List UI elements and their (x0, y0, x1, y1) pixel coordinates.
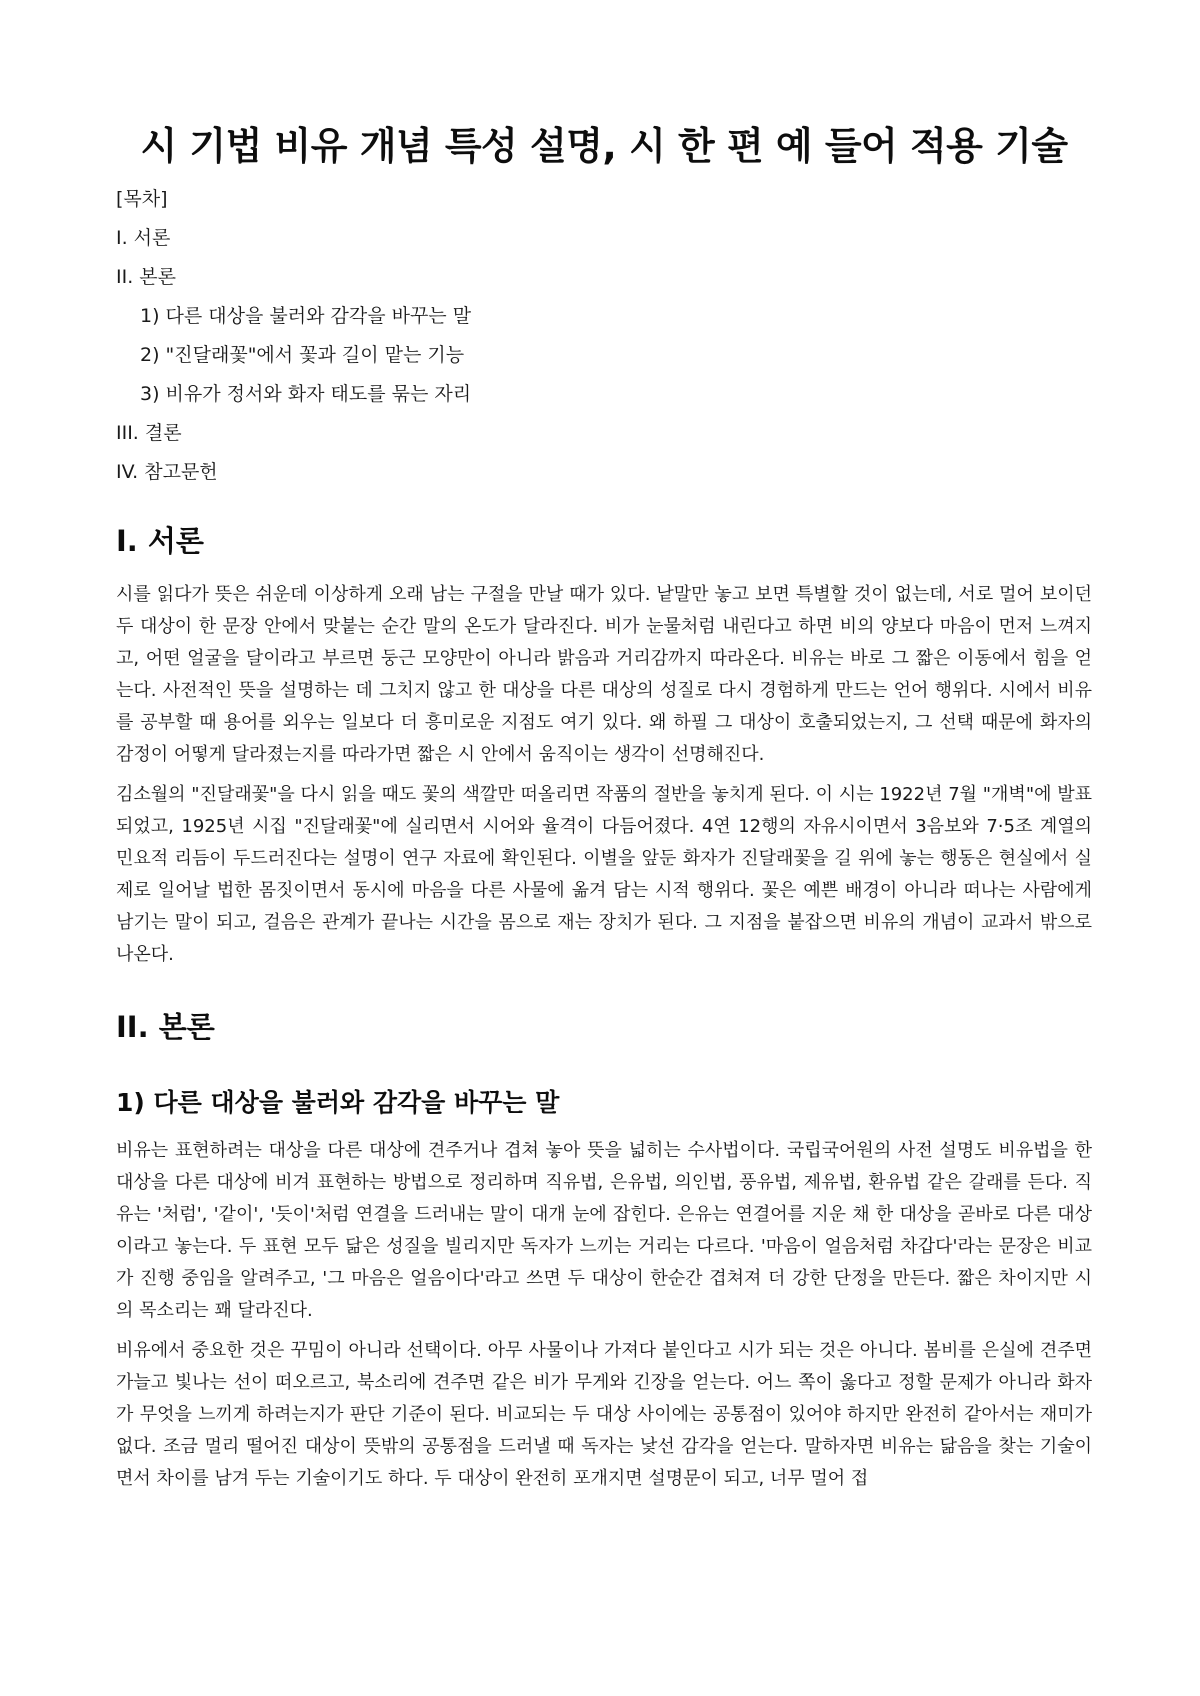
toc-item: 1) 다른 대상을 불러와 감각을 바꾸는 말 (140, 305, 472, 327)
table-of-contents (116, 186, 1092, 485)
toc-label: [목차] (116, 188, 168, 210)
toc-item: 2) "진달래꽃"에서 꽃과 길이 맡는 기능 (140, 344, 465, 366)
document-page (116, 0, 1092, 1503)
body-paragraph: 비유에서 중요한 것은 꾸밈이 아니라 선택이다. 아무 사물이나 가져다 붙인다고 시가 되는 것은 아니다. 봄비를 은실에 견주면 가늘고 빛나는 선이 떠오르고, 북소리에 견주면 같은 비가 무게와 긴장을 얻는다. 어느 쪽이 옳다고 정할 문제가 아니라 화자가 무엇을 느끼게 하려는지가 판단 기준이 된다. 비교되는 두 대상 사이에는 공통점이 있어야 하지만 완전히 같아서는 재미가 없다. 조금 멀리 떨어진 대상이 뜻밖의 공통점을 드러낼 때 독자는 낯선 감각을 얻는다. 말하자면 비유는 닮음을 찾는 기술이면서 차이를 남겨 두는 기술이기도 하다. 두 대상이 완전히 포개지면 설명문이 되고, 너무 멀어 접 (116, 1340, 1093, 1489)
body-paragraph: 시를 읽다가 뜻은 쉬운데 이상하게 오래 남는 구절을 만날 때가 있다. 낱말만 놓고 보면 특별할 것이 없는데, 서로 멀어 보이던 두 대상이 한 문장 안에서 맞붙는 순간 말의 온도가 달라진다. 비가 눈물처럼 내린다고 하면 비의 양보다 마음이 먼저 느껴지고, 어떤 얼굴을 달이라고 부르면 둥근 모양만이 아니라 밝음과 거리감까지 따라온다. 비유는 바로 그 짧은 이동에서 힘을 얻는다. 사전적인 뜻을 설명하는 데 그치지 않고 한 대상을 다른 대상의 성질로 다시 경험하게 만드는 언어 행위다. 시에서 비유를 공부할 때 용어를 외우는 일보다 더 흥미로운 지점도 여기 있다. 왜 하필 그 대상이 호출되었는지, 그 선택 때문에 화자의 감정이 어떻게 달라졌는지를 따라가면 짧은 시 안에서 움직이는 생각이 선명해진다. (116, 584, 1093, 765)
section-heading-intro: I. 서론 (116, 524, 204, 558)
toc-item: 3) 비유가 정서와 화자 태도를 묶는 자리 (140, 383, 472, 405)
section-heading-body: II. 본론 (116, 1010, 215, 1044)
toc-item: IV. 참고문헌 (116, 461, 218, 483)
toc-item: III. 결론 (116, 422, 182, 444)
toc-item: I. 서론 (116, 227, 171, 249)
document-title: 시 기법 비유 개념 특성 설명, 시 한 편 예 들어 적용 기술 (140, 124, 1068, 168)
toc-item: II. 본론 (116, 266, 176, 288)
body-paragraph: 김소월의 "진달래꽃"을 다시 읽을 때도 꽃의 색깔만 떠올리면 작품의 절반을 놓치게 된다. 이 시는 1922년 7월 "개벽"에 발표되었고, 1925년 시집 "진달래꽃"에 실리면서 시어와 율격이 다듬어졌다. 4연 12행의 자유시이면서 3음보와 7·5조 계열의 민요적 리듬이 두드러진다는 설명이 연구 자료에 확인된다. 이별을 앞둔 화자가 진달래꽃을 길 위에 놓는 행동은 현실에서 실제로 일어날 법한 몸짓이면서 동시에 마음을 다른 사물에 옮겨 담는 시적 행위다. 꽃은 예쁜 배경이 아니라 떠나는 사람에게 남기는 말이 되고, 걸음은 관계가 끝나는 시간을 몸으로 재는 장치가 된다. 그 지점을 붙잡으면 비유의 개념이 교과서 밖으로 나온다. (116, 784, 1092, 965)
body-paragraph: 비유는 표현하려는 대상을 다른 대상에 견주거나 겹쳐 놓아 뜻을 넓히는 수사법이다. 국립국어원의 사전 설명도 비유법을 한 대상을 다른 대상에 비겨 표현하는 방법으로 정리하며 직유법, 은유법, 의인법, 풍유법, 제유법, 환유법 같은 갈래를 든다. 직유는 '처럼', '같이', '듯이'처럼 연결을 드러내는 말이 대개 눈에 잡힌다. 은유는 연결어를 지운 채 한 대상을 곧바로 다른 대상이라고 놓는다. 두 표현 모두 닮은 성질을 빌리지만 독자가 느끼는 거리는 다르다. '마음이 얼음처럼 차갑다'라는 문장은 비교가 진행 중임을 알려주고, '그 마음은 얼음이다'라고 쓰면 두 대상이 한순간 겹쳐져 더 강한 단정을 만든다. 짧은 차이지만 시의 목소리는 꽤 달라진다. (116, 1140, 1092, 1321)
subsection-heading: 1) 다른 대상을 불러와 감각을 바꾸는 말 (116, 1088, 560, 1117)
